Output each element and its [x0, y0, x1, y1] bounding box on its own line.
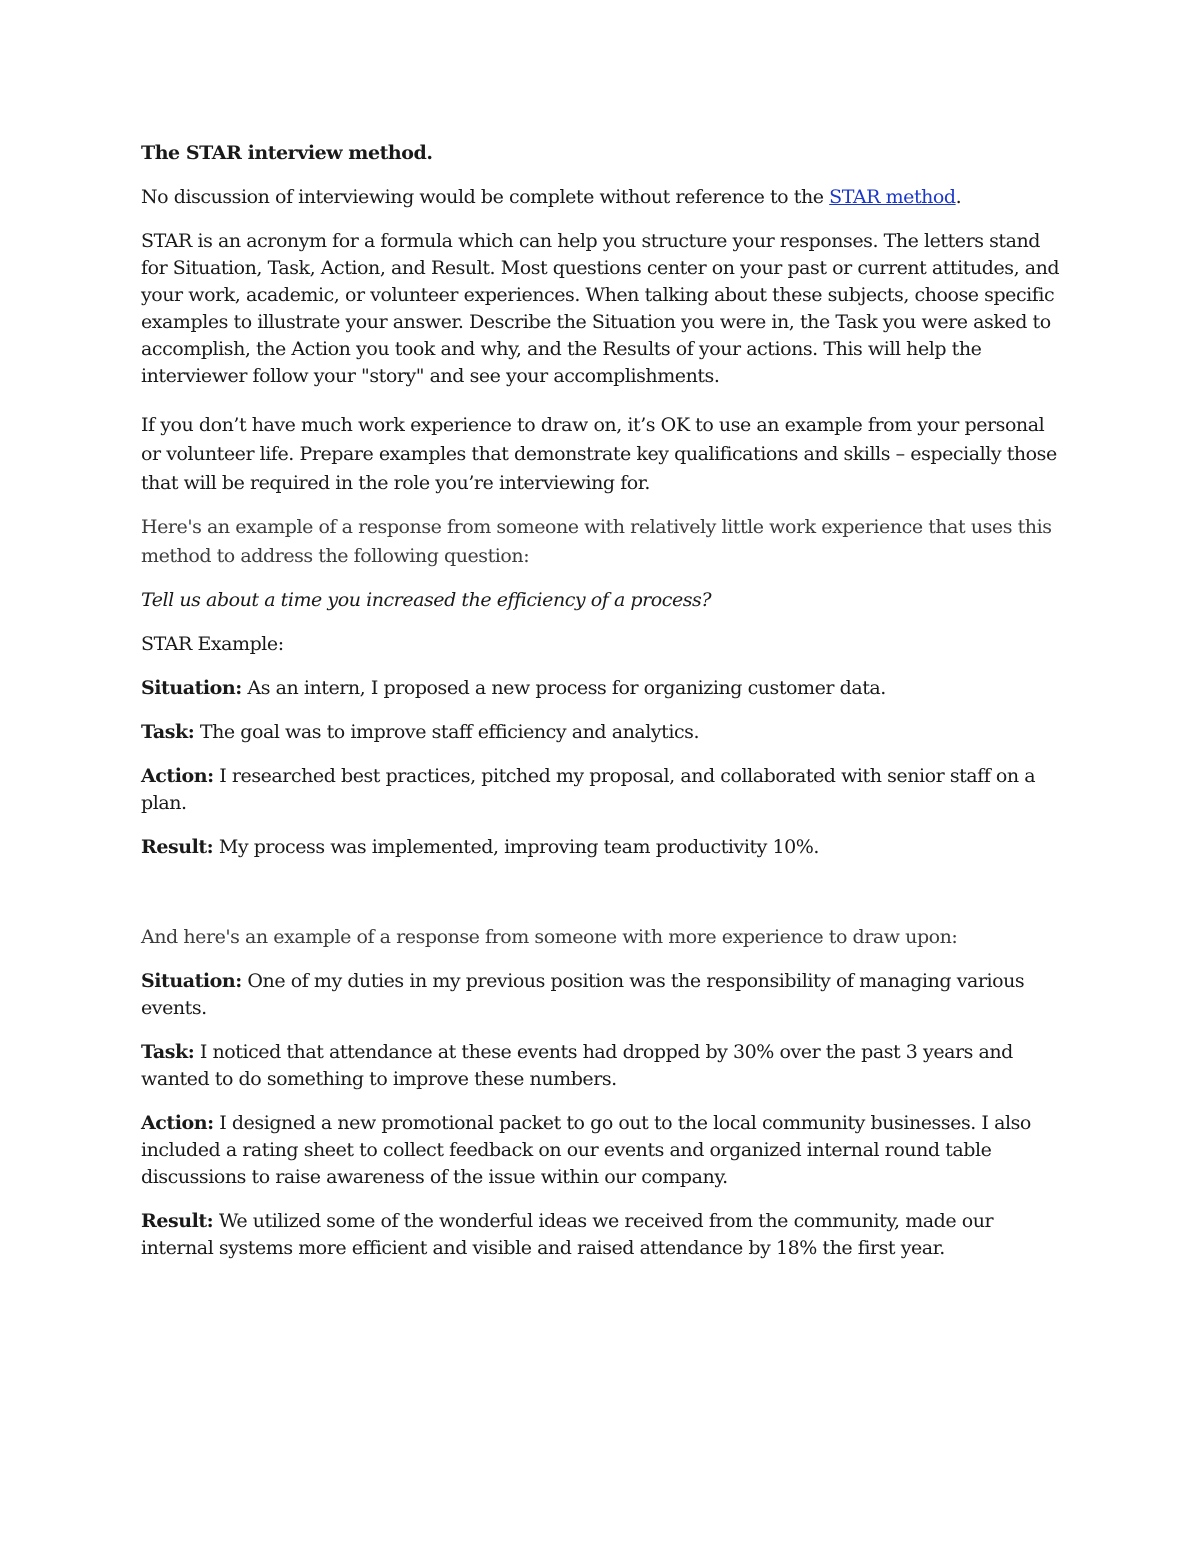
example2-result	[141, 1208, 1061, 1262]
example1-task-text: The goal was to improve staff efficiency and analytics.	[194, 721, 700, 743]
example-intro-paragraph: Here's an example of a response from someone with relatively little work experience that uses this method to address the following question:	[141, 516, 1052, 567]
example1-action-label: Action:	[141, 765, 214, 787]
lead-period: .	[955, 186, 962, 208]
example2-situation-label: Situation:	[141, 970, 242, 992]
example2-action	[141, 1110, 1061, 1191]
example2-task-text: I noticed that attendance at these events had dropped by 30% over the past 3 years and wanted to do something to improve these numbers.	[141, 1041, 1013, 1090]
star-method-link[interactable]: STAR method	[829, 186, 956, 208]
example2-result-text: We utilized some of the wonderful ideas we received from the community, made our internal systems more efficient and visible and raised attendance by 18% the first year.	[141, 1210, 994, 1259]
example1-situation-text: As an intern, I proposed a new process for organizing customer data.	[241, 677, 886, 699]
lead-paragraph	[141, 184, 1061, 211]
example2-situation	[141, 968, 1061, 1022]
example-question: Tell us about a time you increased the efficiency of a process?	[141, 589, 712, 611]
lead-text: No discussion of interviewing would be complete without reference to the	[141, 186, 830, 208]
document-title: The STAR interview method.	[141, 142, 433, 164]
example1-result-text: My process was implemented, improving team productivity 10%.	[213, 836, 819, 858]
example1-result-label: Result:	[141, 836, 214, 858]
example1-situation-label: Situation:	[141, 677, 242, 699]
star-example-label: STAR Example:	[141, 633, 284, 655]
document-page	[141, 140, 1061, 1279]
example1-task-label: Task:	[141, 721, 195, 743]
example2-task	[141, 1039, 1061, 1093]
example1-result	[141, 834, 1061, 861]
example1-task	[141, 719, 1061, 746]
example1-action-text: I researched best practices, pitched my proposal, and collaborated with senior staff on a plan.	[141, 765, 1036, 814]
paragraph-spacer	[141, 878, 1061, 924]
example2-intro-paragraph: And here's an example of a response from someone with more experience to draw upon:	[141, 926, 958, 948]
example2-result-label: Result:	[141, 1210, 214, 1232]
experience-paragraph: If you don’t have much work experience to draw on, it’s OK to use an example from your personal or volunteer life. Prepare examples that demonstrate key qualifications and skills – especially those that will be required in the role you’re interviewing for.	[141, 414, 1057, 494]
example2-action-text: I designed a new promotional packet to go out to the local community businesses. I also included a rating sheet to collect feedback on our events and organized internal round table discussions to raise awareness of the issue within our company.	[141, 1112, 1031, 1188]
acronym-paragraph: STAR is an acronym for a formula which can help you structure your responses. The letters stand for Situation, Task, Action, and Result. Most questions center on your past or current attitudes, and your work, academic, or volunteer experiences. When talking about these subjects, choose specific examples to illustrate your answer. Describe the Situation you were in, the Task you were asked to accomplish, the Action you took and why, and the Results of your actions. This will help the interviewer follow your "story" and see your accomplishments.	[141, 230, 1060, 387]
example2-task-label: Task:	[141, 1041, 195, 1063]
example2-action-label: Action:	[141, 1112, 214, 1134]
example1-action	[141, 763, 1061, 817]
example1-situation	[141, 675, 1061, 702]
example2-situation-text: One of my duties in my previous position was the responsibility of managing various events.	[141, 970, 1025, 1019]
